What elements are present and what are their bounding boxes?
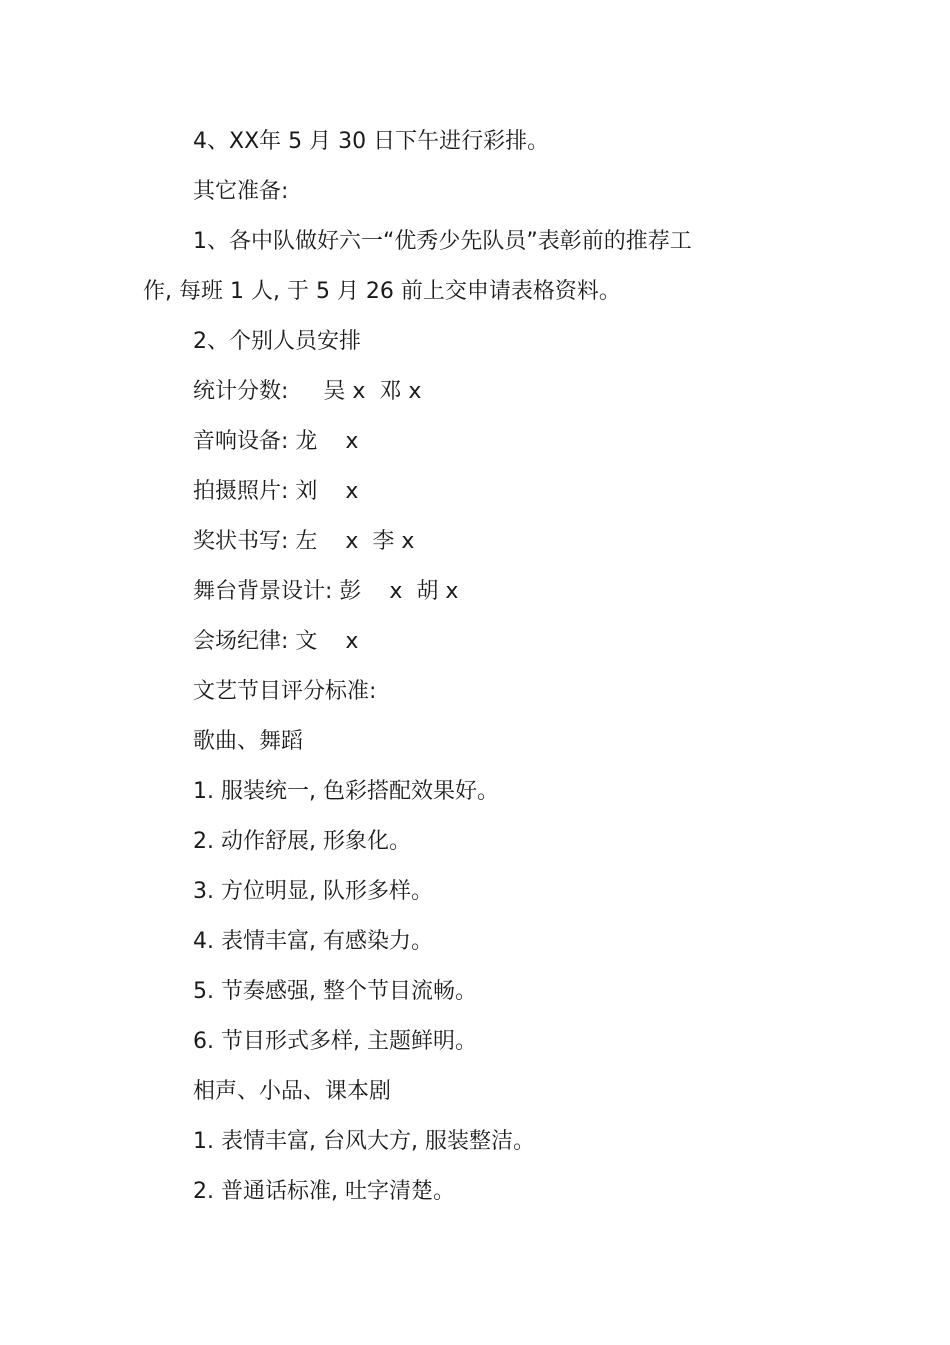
text-line-staff-arrangement: 2、个别人员安排 — [193, 329, 361, 354]
text-line-criterion-3: 3. 方位明显, 队形多样。 — [193, 879, 433, 904]
text-line-rehearsal: 4、XX年 5 月 30 日下午进行彩排。 — [193, 129, 550, 154]
text-line-sound-equipment: 音响设备: 龙 x — [193, 429, 359, 454]
text-line-criterion-4: 4. 表情丰富, 有感染力。 — [193, 929, 433, 954]
text-line-other-preparation: 其它准备: — [193, 179, 289, 204]
text-line-recommendation: 1、各中队做好六一“优秀少先队员”表彰前的推荐工 — [193, 229, 692, 254]
text-line-recommendation-cont: 作, 每班 1 人, 于 5 月 26 前上交申请表格资料。 — [143, 279, 621, 304]
text-line-scoring-criteria: 文艺节目评分标准: — [193, 679, 377, 704]
text-line-criterion-2: 2. 动作舒展, 形象化。 — [193, 829, 411, 854]
text-line-stage-design: 舞台背景设计: 彭 x 胡 x — [193, 579, 459, 604]
text-line-criterion-1: 1. 服装统一, 色彩搭配效果好。 — [193, 779, 499, 804]
text-line-crosstalk-heading: 相声、小品、课本剧 — [193, 1079, 392, 1104]
text-line-score-counting: 统计分数: 吴 x 邓 x — [193, 379, 422, 404]
text-line-venue-discipline: 会场纪律: 文 x — [193, 629, 359, 654]
text-line-photography: 拍摄照片: 刘 x — [193, 479, 359, 504]
text-line-song-dance-heading: 歌曲、舞蹈 — [193, 729, 304, 754]
text-line-crosstalk-criterion-1: 1. 表情丰富, 台风大方, 服装整洁。 — [193, 1129, 535, 1154]
text-line-criterion-5: 5. 节奏感强, 整个节目流畅。 — [193, 979, 477, 1004]
text-line-certificate-writing: 奖状书写: 左 x 李 x — [193, 529, 415, 554]
text-line-criterion-6: 6. 节目形式多样, 主题鲜明。 — [193, 1029, 477, 1054]
text-line-crosstalk-criterion-2: 2. 普通话标准, 吐字清楚。 — [193, 1179, 455, 1204]
